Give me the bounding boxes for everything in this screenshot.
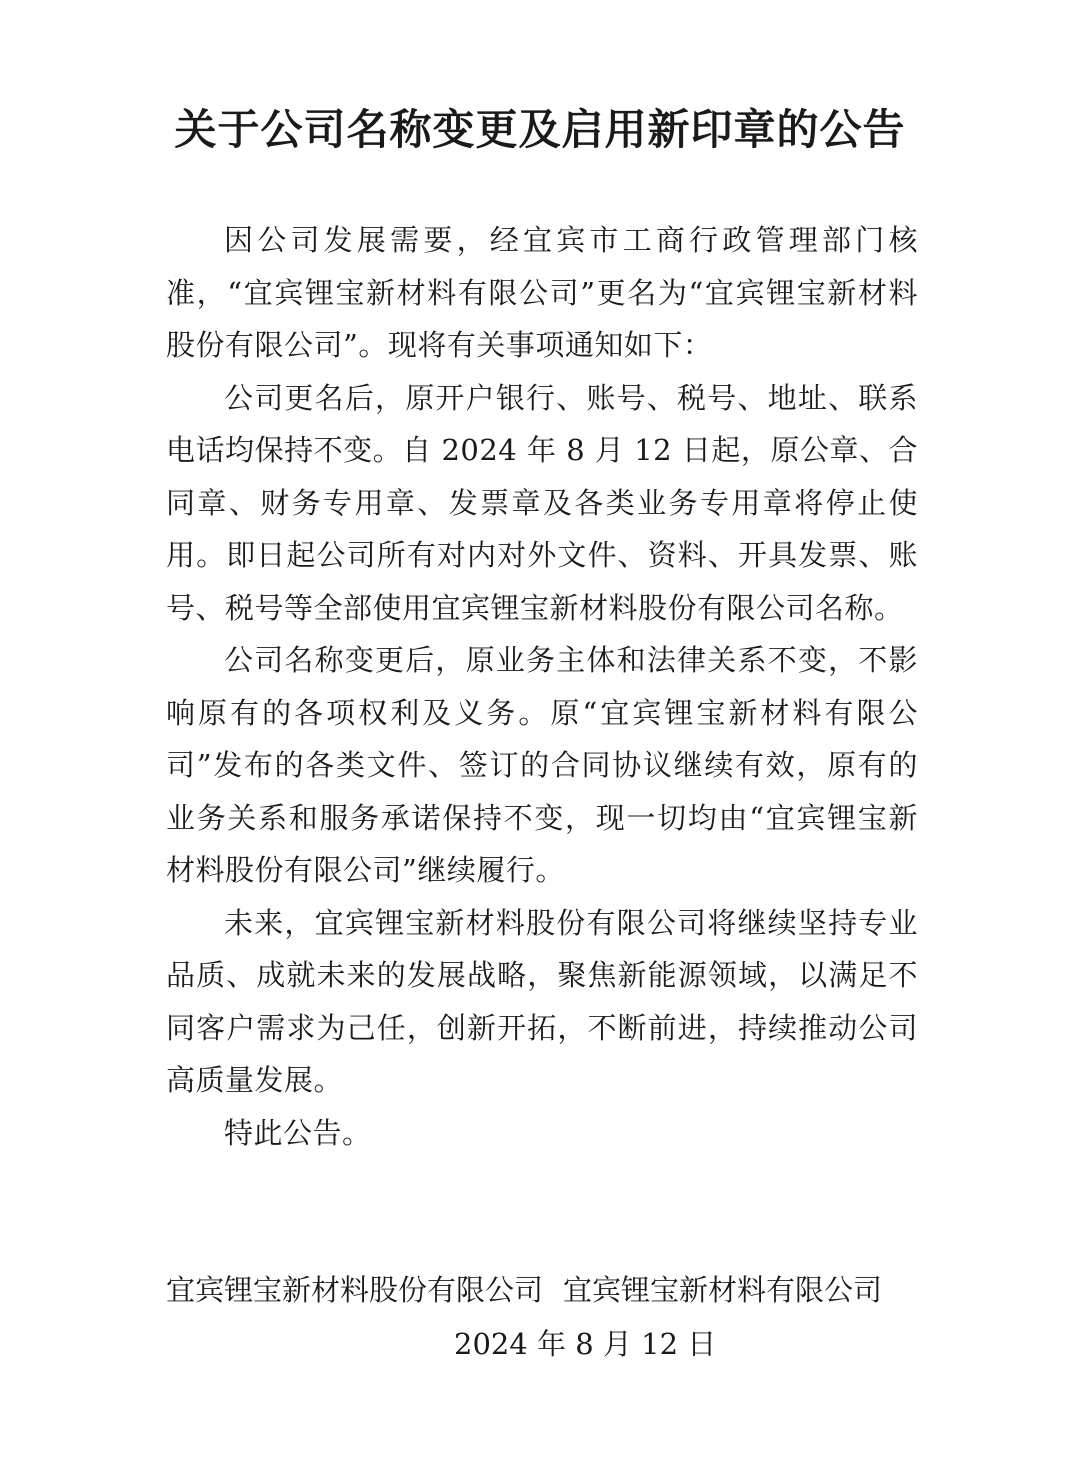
- signer-new-company: 宜宾锂宝新材料股份有限公司: [166, 1273, 544, 1307]
- paragraph-future: 未来，宜宾锂宝新材料股份有限公司将继续坚持专业品质、成就未来的发展战略，聚焦新能源领域，以满足不同客户需求为己任，创新开拓，不断前进，持续推动公司高质量发展。: [166, 905, 918, 1097]
- document-body: [166, 214, 918, 1159]
- paragraph-legal-continuity: 公司名称变更后，原业务主体和法律关系不变，不影响原有的各项权利及义务。原“宜宾锂宝新材料有限公司”发布的各类文件、签订的合同协议继续有效，原有的业务关系和服务承诺保持不变，现一切均由“宜宾锂宝新材料股份有限公司”继续履行。: [166, 643, 918, 887]
- signer-old-company: 宜宾锂宝新材料有限公司: [563, 1273, 883, 1307]
- signers-line: [166, 1264, 918, 1316]
- paragraph-seal-change: 公司更名后，原开户银行、账号、税号、地址、联系电话均保持不变。自 2024 年 8 月 12 日起，原公章、合同章、财务专用章、发票章及各类业务专用章将停止使用。即日起公司所有对内对外文件、资料、开具发票、账号、税号等全部使用宜宾锂宝新材料股份有限公司名称。: [166, 380, 918, 625]
- paragraph-name-change: 因公司发展需要，经宜宾市工商行政管理部门核准，“宜宾锂宝新材料有限公司”更名为“宜宾锂宝新材料股份有限公司”。现将有关事项通知如下：: [166, 223, 918, 362]
- announcement-date: 2024 年 8 月 12 日: [454, 1327, 717, 1361]
- document-title: 关于公司名称变更及启用新印章的公告: [174, 105, 906, 154]
- paragraph-closing: 特此公告。: [224, 1115, 372, 1150]
- signature-block: [166, 1264, 918, 1316]
